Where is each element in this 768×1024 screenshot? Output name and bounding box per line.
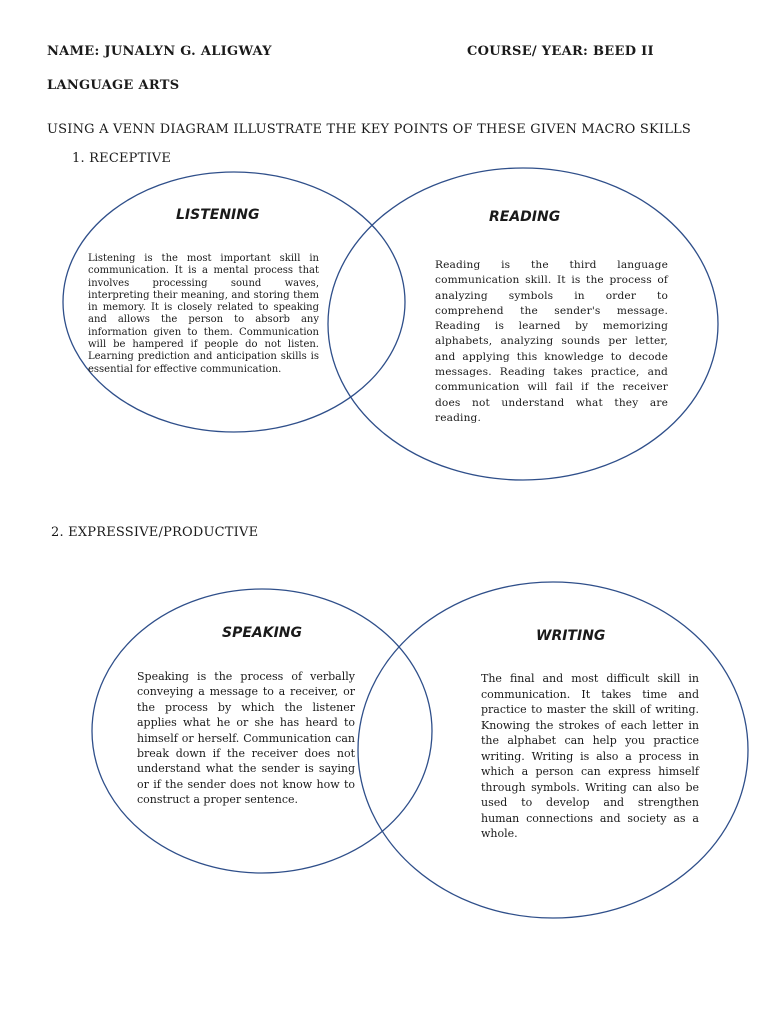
listening-title: LISTENING <box>176 207 260 223</box>
reading-text: Reading is the third language communication skill. It is the process of analyzing symbols in order to comprehend the sender's message. Reading is learned by memorizing alphabets, analyzing sounds per letter, and applying this knowledge to decode messages. Reading takes practice, and communication will fail if the receiver does not understand what they are reading. <box>435 259 668 424</box>
student-name: NAME: JUNALYN G. ALIGWAY <box>47 44 272 59</box>
speaking-title: SPEAKING <box>222 625 303 641</box>
course-year: COURSE/ YEAR: BEED II <box>467 44 654 59</box>
section-heading-expressive: 2. EXPRESSIVE/PRODUCTIVE <box>51 525 259 540</box>
reading-title: READING <box>489 209 561 225</box>
writing-text: The final and most difficult skill in communication. It takes time and practice to master the skill of writing. Knowing the strokes of each letter in the alphabet can help you practice writing. Writing is also a process in which a person can express himself through symbols. Writing can also be used to develop and strengthen human connections and society as a whole. <box>481 672 699 840</box>
section-heading-receptive: 1. RECEPTIVE <box>72 151 172 166</box>
speaking-text: Speaking is the process of verbally conveying a message to a receiver, or the process by which the listener applies what he or she has heard to himself or herself. Communication can break down if the receiver does not understand what the sender is saying or if the sender does not know how to construct a proper sentence. <box>137 670 355 807</box>
listening-text: Listening is the most important skill in communication. It is a mental process that involves processing sound waves, interpreting their meaning, and storing them in memory. It is closely related to speaking and allows the person to absorb any information given to them. Communication will be hampered if people do not listen. Learning prediction and anticipation skills is essential for effective communication. <box>88 253 319 375</box>
instruction-text: USING A VENN DIAGRAM ILLUSTRATE THE KEY POINTS OF THESE GIVEN MACRO SKILLS <box>47 122 691 137</box>
subject-title: LANGUAGE ARTS <box>47 78 180 93</box>
writing-title: WRITING <box>536 628 606 644</box>
